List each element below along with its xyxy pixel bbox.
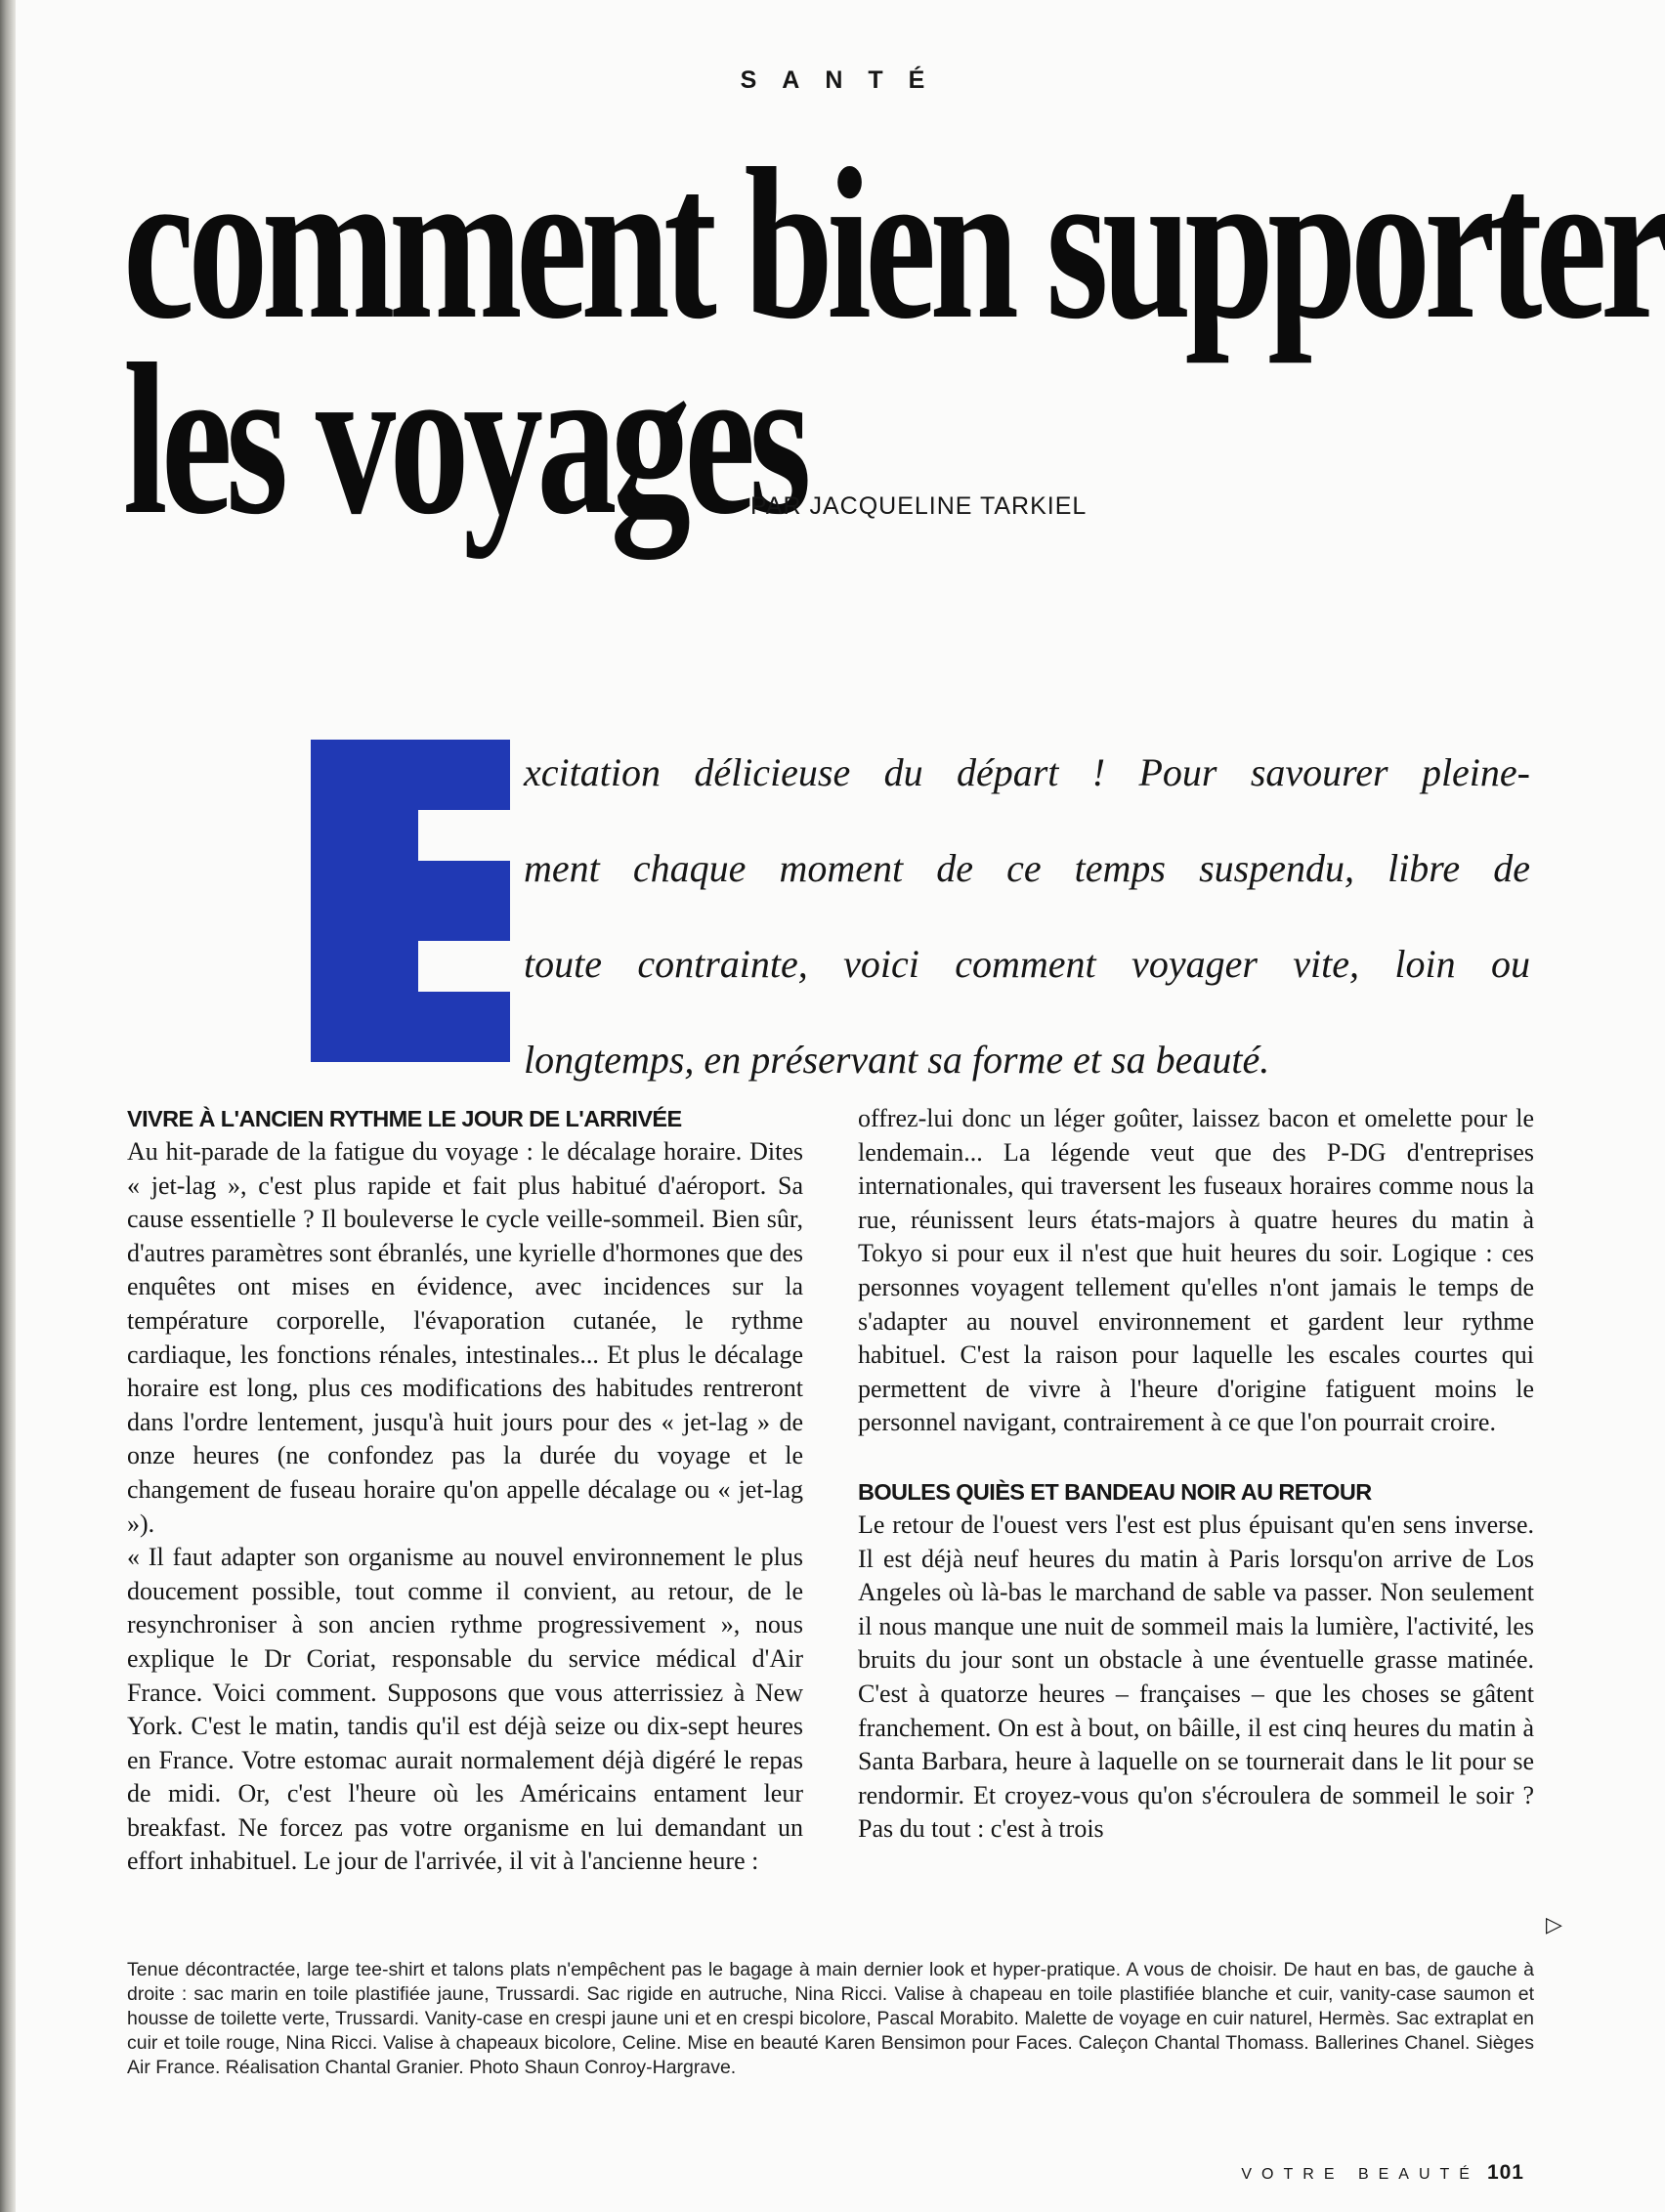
lead-paragraph (524, 725, 1530, 1108)
body-paragraph: « Il faut adapter son organisme au nouvel environnement le plus doucement possible, tout comme il convient, au retour, de le resynchroniser à son ancien rythme progressivement », nous explique le Dr Coriat, responsable du service médical d'Air France. Voici comment. Supposons que vous atterrissiez à New York. C'est le matin, tandis qu'il est déjà seize ou dix-sept heures en France. Votre estomac aurait normalement déjà digéré le repas de midi. Or, c'est l'heure où les Américains entament leur breakfast. Ne forcez pas votre organisme en lui demandant un effort inhabituel. Le jour de l'arrivée, il vit à l'ancienne heure : (127, 1543, 803, 1876)
lead-line: ment chaque moment de ce temps suspendu, libre de (524, 846, 1530, 890)
section-label: SANTÉ (740, 66, 951, 94)
dropcap-notch-upper (418, 810, 510, 861)
title-line-2: les voyages (123, 319, 805, 560)
left-column (127, 1102, 803, 1879)
byline: PAR JACQUELINE TARKIEL (750, 492, 1088, 520)
continue-arrow-icon: ▷ (1546, 1913, 1562, 1937)
dropcap-block (311, 740, 510, 1062)
lead-line: toute contrainte, voici comment voyager vite, loin ou (524, 942, 1530, 986)
body-paragraph: offrez-lui donc un léger goûter, laissez bacon et omelette pour le lendemain... La légende veut que des P-DG d'entreprises internationales, qui traversent les fuseaux horaires comme nous la rue, réunissent leurs états-majors à quatre heures du matin à Tokyo si pour eux il n'est que huit heures du soir. Logique : ces personnes voyagent tellement qu'elles n'ont jamais le temps de s'adapter au nouvel environnement et gardent leur rythme habituel. C'est la raison pour laquelle les escales courtes qui permettent de vivre à l'heure d'origine fatiguent moins le personnel navigant, contrairement à ce que l'on pourrait croire. (858, 1104, 1534, 1437)
page-gutter-shadow (0, 0, 16, 2212)
section-heading: VIVRE À L'ANCIEN RYTHME LE JOUR DE L'ARRIVÉE (127, 1106, 682, 1131)
paragraph-spacer (858, 1440, 1534, 1475)
section-heading: BOULES QUIÈS ET BANDEAU NOIR AU RETOUR (858, 1478, 1372, 1505)
dropcap-notch-lower (418, 941, 510, 992)
article-title (123, 124, 1665, 560)
body-paragraph: Le retour de l'ouest vers l'est est plus épuisant qu'en sens inverse. Il est déjà neuf heures du matin à Paris lorsqu'on arrive de Los Angeles où là-bas le marchand de sable va passer. Non seulement il nous manque une nuit de sommeil mais la lumière, l'activité, les bruits du jour sont un obstacle à une éventuelle grasse matinée. C'est à quatorze heures – françaises – que les choses se gâtent franchement. On est à bout, on bâille, il est cinq heures du matin à Santa Barbara, heure à laquelle on se tournerait dans le lit pour se rendormir. Et croyez-vous qu'on s'écroulera de sommeil le soir ? Pas du tout : c'est à trois (858, 1510, 1534, 1844)
lead-line: longtemps, en préservant sa forme et sa beauté. (524, 1038, 1270, 1082)
body-paragraph: Au hit-parade de la fatigue du voyage : le décalage horaire. Dites « jet-lag », c'est plus rapide et fait plus habitué d'aéroport. Sa cause essentielle ? Il bouleverse le cycle veille-sommeil. Bien sûr, d'autres paramètres sont ébranlés, une kyrielle d'hormones que des enquêtes ont mises en évidence, avec incidences sur la température corporelle, l'évaporation cutanée, le rythme cardiaque, les fonctions rénales, intestinales... Et plus le décalage horaire est long, plus ces modifications des habitudes rentreront dans l'ordre lentement, jusqu'à huit jours pour des « jet-lag » de onze heures (ne confondez pas la durée du voyage et le changement de fuseau horaire qu'on appelle décalage ou « jet-lag »). (127, 1137, 803, 1538)
dropcap-e (311, 740, 510, 1062)
magazine-name: VOTRE BEAUTÉ (1241, 2166, 1479, 2183)
right-column (858, 1102, 1534, 1847)
page-footer (1241, 2161, 1524, 2185)
photo-caption: Tenue décontractée, large tee-shirt et talons plats n'empêchent pas le bagage à main dernier look et hyper-pratique. A vous de choisir. De haut en bas, de gauche à droite : sac marin en toile plastifiée jaune, Trussardi. Sac rigide en autruche, Nina Ricci. Valise à chapeau en toile plastifiée blanche et cuir, vanity-case saumon et housse de toilette verte, Trussardi. Vanity-case en crespi jaune uni et en crespi bicolore, Pascal Morabito. Malette de voyage en cuir naturel, Hermès. Sac extraplat en cuir et toile rouge, Nina Ricci. Valise à chapeaux bicolore, Celine. Mise en beauté Karen Bensimon pour Faces. Caleçon Chantal Thomass. Ballerines Chanel. Sièges Air France. Réalisation Chantal Granier. Photo Shaun Conroy-Hargrave. (127, 1959, 1534, 2078)
title-line-1: comment bien supporter (123, 124, 1665, 364)
lead-line: xcitation délicieuse du départ ! Pour savourer pleine- (524, 750, 1530, 794)
page-number: 101 (1486, 2161, 1524, 2184)
